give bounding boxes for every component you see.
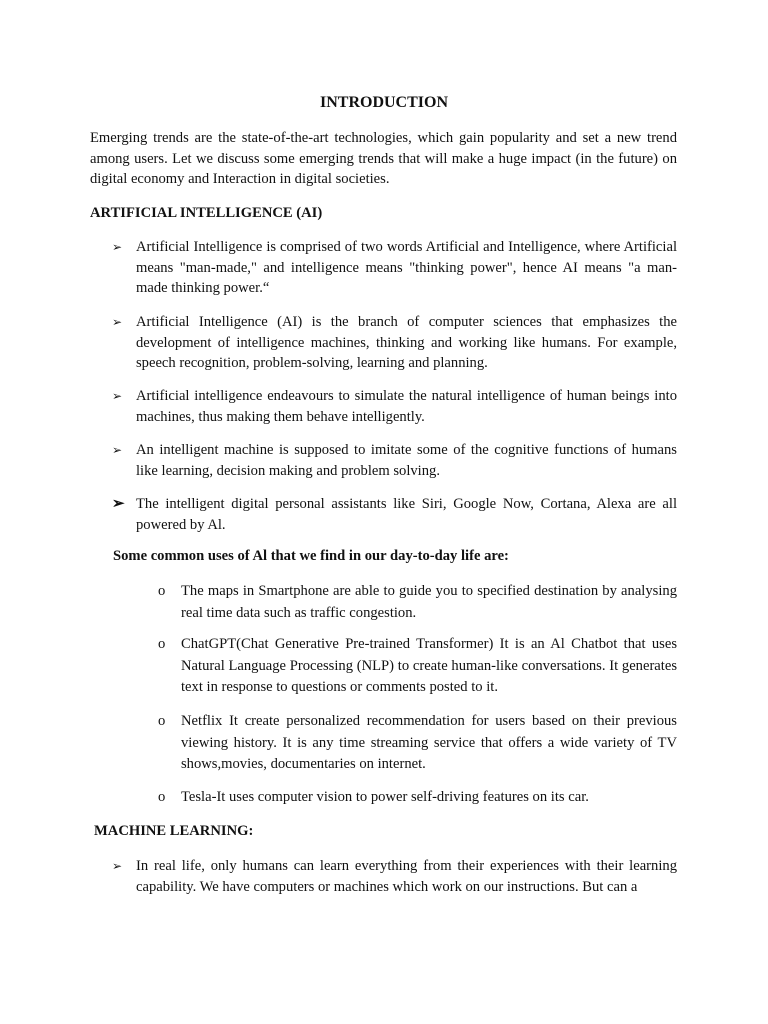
ai-bullet-item — [112, 494, 677, 535]
ai-use-item — [158, 787, 677, 809]
arrow-bullet-icon: ➢ — [112, 496, 125, 512]
arrow-bullet-icon: ➢ — [112, 315, 123, 329]
ai-use-text: The maps in Smartphone are able to guide you to specified destination by analysing real time data such as traffic congestion. — [181, 583, 677, 621]
ml-bullet-text: In real life, only humans can learn everything from their experiences with their learning capability. We have computers or machines which work on our instructions. But can a — [136, 858, 677, 895]
ai-bullet-text: Artificial Intelligence is comprised of two words Artificial and Intelligence, where Artificial means "man-made," and intelligence means "thinking power", hence AI means "a man-made thinking power.“ — [136, 239, 677, 296]
intro-paragraph: Emerging trends are the state-of-the-art technologies, which gain popularity and set a new trend among users. Let we discuss some emerging trends that will make a huge impact (in the future) on digital economy and Interaction in digital societies. — [90, 130, 677, 187]
ai-heading: ARTIFICIAL INTELLIGENCE (AI) — [90, 205, 323, 221]
ai-bullet-text: An intelligent machine is supposed to imitate some of the cognitive functions of humans like learning, decision making and problem solving. — [136, 442, 677, 479]
ai-use-text: ChatGPT(Chat Generative Pre-trained Transformer) It is an Al Chatbot that uses Natural Language Processing (NLP) to create human-like conversations. It generates text in response to questions or comments posted to it. — [181, 636, 677, 695]
ai-use-text: Tesla-It uses computer vision to power self-driving features on its car. — [181, 789, 589, 805]
ai-use-item — [158, 711, 677, 776]
ai-use-item — [158, 634, 677, 699]
ai-bullet-item — [112, 237, 677, 299]
ml-heading: MACHINE LEARNING: — [94, 823, 254, 839]
arrow-bullet-icon: ➢ — [112, 240, 123, 254]
arrow-bullet-icon: ➢ — [112, 389, 123, 403]
arrow-bullet-icon: ➢ — [112, 443, 123, 457]
ai-bullet-text: The intelligent digital personal assistants like Siri, Google Now, Cortana, Alexa are all powered by Al. — [136, 496, 677, 533]
ml-bullet-item — [112, 856, 677, 897]
arrow-bullet-icon: ➢ — [112, 859, 123, 873]
ai-bullet-text: Artificial intelligence endeavours to simulate the natural intelligence of human beings into machines, thus making them behave intelligently. — [136, 388, 677, 425]
circle-bullet-icon: o — [158, 789, 166, 805]
ai-use-text: Netflix It create personalized recommendation for users based on their previous viewing history. It is any time streaming service that offers a wide variety of TV shows,movies, documentaries on internet. — [181, 713, 677, 772]
ai-bullet-item — [112, 440, 677, 481]
circle-bullet-icon: o — [158, 713, 166, 729]
ai-bullet-text: Artificial Intelligence (AI) is the branch of computer sciences that emphasizes the development of intelligence machines, thinking and working like humans. For example, speech recognition, problem-solving, learning and planning. — [136, 314, 677, 371]
ai-bullet-item — [112, 312, 677, 374]
circle-bullet-icon: o — [158, 583, 166, 599]
ai-bullet-item — [112, 386, 677, 427]
ai-use-item — [158, 581, 677, 624]
page-title: INTRODUCTION — [319, 94, 448, 111]
ai-uses-heading: Some common uses of Al that we find in our day-to-day life are: — [113, 548, 509, 564]
circle-bullet-icon: o — [158, 636, 166, 652]
